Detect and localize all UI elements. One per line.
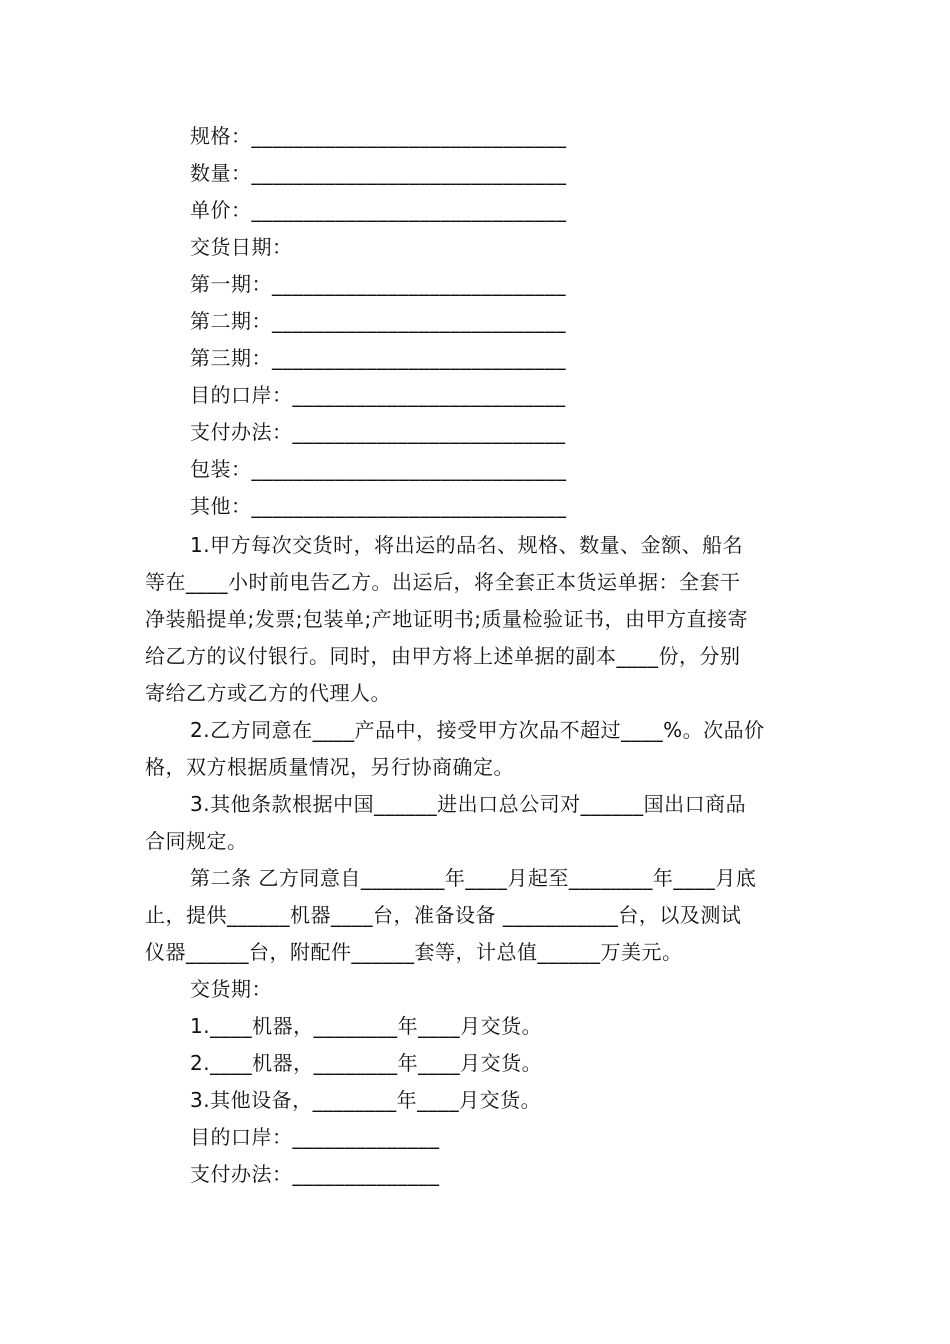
article-2-line-2: 止，提供______机器____台，准备设备 ___________台，以及测试: [145, 903, 742, 927]
article-2-line-3: 仪器______台，附配件______套等，计总值______万美元。: [145, 940, 683, 964]
clause-3-line-1: 3.其他条款根据中国______进出口总公司对______国出口商品: [190, 792, 747, 816]
field-period-3: 第三期：____________________________: [190, 346, 566, 370]
field-period-2: 第二期：____________________________: [190, 309, 566, 333]
clause-1-line-2: 等在____小时前电告乙方。出运后，将全套正本货运单据：全套干: [145, 570, 741, 594]
field-packaging: 包装：______________________________: [190, 457, 567, 481]
delivery-heading: 交货期：: [190, 977, 272, 1001]
field-payment-method: 支付办法：__________________________: [190, 420, 566, 444]
clause-1-line-4: 给乙方的议付银行。同时，由甲方将上述单据的副本____份，分别: [145, 644, 741, 668]
clause-1-line-1: 1.甲方每次交货时，将出运的品名、规格、数量、金额、船名: [190, 533, 744, 557]
delivery-item-1: 1.____机器，________年____月交货。: [190, 1014, 543, 1038]
field-delivery-date: 交货日期：: [190, 235, 293, 259]
delivery-destination-port: 目的口岸：______________: [190, 1125, 440, 1149]
field-unit-price: 单价：______________________________: [190, 198, 567, 222]
clause-2-line-1: 2.乙方同意在____产品中，接受甲方次品不超过____%。次品价: [190, 718, 765, 742]
delivery-payment-method: 支付办法：______________: [190, 1162, 440, 1186]
field-period-1: 第一期：____________________________: [190, 272, 566, 296]
field-spec: 规格：______________________________: [190, 124, 567, 148]
field-quantity: 数量：______________________________: [190, 161, 567, 185]
clause-3-line-2: 合同规定。: [145, 829, 248, 853]
article-2-line-1: 第二条 乙方同意自________年____月起至________年____月底: [190, 866, 757, 890]
clause-2-line-2: 格，双方根据质量情况，另行协商确定。: [145, 755, 514, 779]
delivery-item-2: 2.____机器，________年____月交货。: [190, 1051, 543, 1075]
clause-1-line-5: 寄给乙方或乙方的代理人。: [145, 681, 391, 705]
clause-1-line-3: 净装船提单;发票;包装单;产地证明书;质量检验证书，由甲方直接寄: [145, 607, 748, 631]
field-destination-port: 目的口岸：__________________________: [190, 383, 566, 407]
delivery-item-3: 3.其他设备，________年____月交货。: [190, 1088, 542, 1112]
field-other: 其他：______________________________: [190, 494, 567, 518]
